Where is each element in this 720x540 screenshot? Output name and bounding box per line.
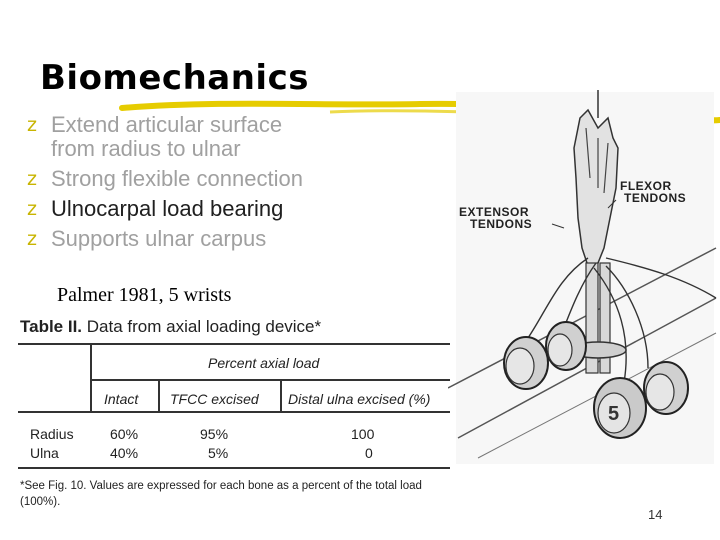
table-footnote: *See Fig. 10. Values are expressed for each bone as a percent of the total load (100%).	[20, 480, 422, 508]
extensor-label-line2: TENDONS	[470, 217, 533, 231]
table-rule-top	[18, 343, 450, 345]
slide-title: Biomechanics	[40, 58, 309, 98]
bullet-text: Strong flexible connection	[51, 166, 303, 191]
table-cell: 0	[365, 445, 373, 461]
bullet-marker-icon: z	[27, 168, 37, 190]
table-title-bold: Table II.	[20, 317, 83, 336]
bullet-text: Extend articular surface	[51, 112, 283, 137]
flexor-label-line1: FLEXOR	[620, 179, 672, 193]
table-rule-vertical	[158, 379, 160, 411]
column-header: Intact	[104, 391, 139, 407]
table-rule-vertical	[90, 343, 92, 411]
table-rule-bottom	[18, 467, 450, 469]
table-cell: 5%	[208, 445, 229, 461]
table-title	[20, 317, 321, 337]
row-label: Radius	[30, 426, 74, 442]
table-rule-vertical	[280, 379, 282, 411]
axial-loading-device-illustration	[448, 88, 720, 468]
table-rule-mid	[90, 379, 450, 381]
bullet-item	[27, 197, 303, 221]
bullet-marker-icon: z	[27, 198, 37, 220]
bullet-marker-icon: z	[27, 114, 37, 136]
bullet-text: Ulnocarpal load bearing	[51, 196, 284, 221]
data-table	[18, 313, 450, 513]
weight-label: 5	[608, 403, 620, 425]
bullet-text-continued: from radius to ulnar	[51, 136, 241, 161]
table-cell: 60%	[110, 426, 139, 442]
row-label: Ulna	[30, 445, 59, 461]
citation-caption: Palmer 1981, 5 wrists	[57, 284, 232, 306]
bullet-item	[27, 227, 303, 251]
bullet-text: Supports ulnar carpus	[51, 226, 267, 251]
column-header: Distal ulna excised (%)	[288, 391, 431, 407]
page-number: 14	[648, 507, 663, 522]
bullet-marker-icon: z	[27, 228, 37, 250]
bullet-item	[27, 167, 303, 191]
bullet-list	[27, 113, 303, 257]
table-cell: 40%	[110, 445, 139, 461]
column-header: TFCC excised	[170, 391, 259, 407]
table-title-rest: Data from axial loading device*	[86, 317, 322, 336]
extensor-label-line1: EXTENSOR	[459, 205, 530, 219]
group-header: Percent axial load	[208, 355, 320, 371]
table-cell: 100	[351, 426, 375, 442]
table-cell: 95%	[200, 426, 229, 442]
flexor-label-line2: TENDONS	[624, 191, 687, 205]
table-rule-header-bottom	[18, 411, 450, 413]
bullet-item	[27, 113, 303, 161]
